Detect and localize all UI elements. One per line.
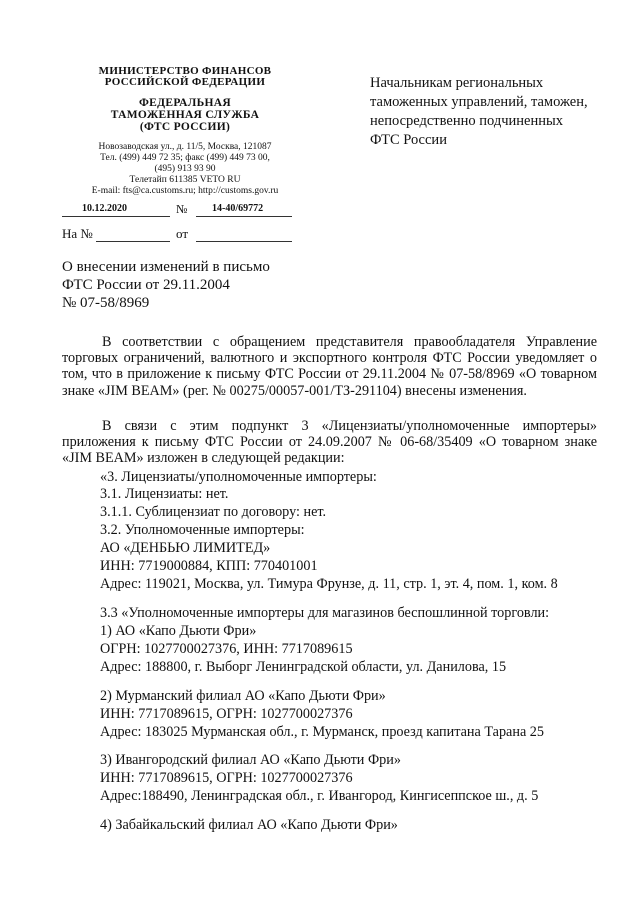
date-underline [62, 216, 170, 217]
service-name-line-3: (ФТС РОССИИ) [139, 121, 231, 133]
duty-free-item-1: 1) АО «Капо Дьюти Фри» [100, 623, 257, 639]
letterhead-phone-2: (495) 913 93 90 [154, 164, 216, 174]
document-number: 14-40/69772 [212, 203, 264, 214]
duty-free-item-2: 2) Мурманский филиал АО «Капо Дьюти Фри» [100, 688, 386, 704]
document-date: 10.12.2020 [82, 203, 127, 214]
duty-free-item-3: 3) Ивангородский филиал АО «Капо Дьюти Фри» [100, 752, 401, 768]
number-label: № [176, 202, 188, 216]
service-name-line-1: ФЕДЕРАЛЬНАЯ [138, 97, 231, 109]
ministry-name-line-2: РОССИЙСКОЙ ФЕДЕРАЦИИ [104, 76, 266, 88]
paragraph-1: В соответствии с обращением представителя правообладателя Управление торговых ограничений, валютного и экспортного контроля ФТС России уведомляет о том, что в приложение к письму ФТС России от 29.11.2004 № 07-58/8969 «О товарном знаке «JIM BEAM» (рег. № 00275/00057-001/ТЗ-291104) внесены изменения. [62, 334, 597, 399]
duty-free-item-1-ids: ОГРН: 1027700027376, ИНН: 7717089615 [100, 641, 353, 657]
addressee: Начальникам региональных таможенных управлений, таможен, непосредственно подчиненных ФТС России [370, 75, 588, 148]
duty-free-heading: 3.3 «Уполномоченные импортеры для магазинов беспошлинной торговли: [100, 605, 550, 621]
service-name-line-2: ТАМОЖЕННАЯ СЛУЖБА [110, 109, 260, 121]
reference-label: На № [62, 226, 93, 241]
reference-underline [96, 241, 170, 242]
letterhead-email: E-mail: fts@ca.customs.ru; http://customs.gov.ru [91, 186, 279, 196]
duty-free-item-3-address: Адрес:188490, Ленинградская обл., г. Ивангород, Кингисеппское ш., д. 5 [100, 788, 539, 804]
duty-free-item-3-ids: ИНН: 7717089615, ОГРН: 1027700027376 [100, 770, 353, 786]
letterhead-phone: Тел. (499) 449 72 35; факс (499) 449 73 00, [100, 153, 270, 163]
ministry-name-line-1: МИНИСТЕРСТВО ФИНАНСОВ [98, 65, 272, 77]
paragraph-2: В связи с этим подпункт 3 «Лицензиаты/уполномоченные импортеры» приложения к письму ФТС России от 24.09.2007 № 06-68/35409 «О товарном знаке «JIM BEAM» изложен в следующей редакции: [62, 418, 597, 467]
letterhead-address: Новозаводская ул., д. 11/5, Москва, 121087 [98, 142, 272, 152]
quote-line-3: 3.1.1. Сублицензиат по договору: нет. [100, 504, 327, 520]
importer-name: АО «ДЕНБЬЮ ЛИМИТЕД» [100, 540, 271, 556]
quote-line-2: 3.1. Лицензиаты: нет. [100, 486, 229, 502]
number-underline [196, 216, 292, 217]
duty-free-item-4: 4) Забайкальский филиал АО «Капо Дьюти Фри» [100, 817, 398, 833]
duty-free-item-1-address: Адрес: 188800, г. Выборг Ленинградской области, ул. Данилова, 15 [100, 659, 507, 675]
importer-address: Адрес: 119021, Москва, ул. Тимура Фрунзе, д. 11, стр. 1, эт. 4, пом. 1, ком. 8 [100, 576, 558, 592]
importer-tax-ids: ИНН: 7719000884, КПП: 770401001 [100, 558, 318, 574]
subject-line-2: ФТС России от 29.11.2004 [62, 277, 230, 293]
from-underline [196, 241, 292, 242]
subject-line-3: № 07-58/8969 [62, 295, 150, 311]
letterhead-teletype: Телетайп 611385 VETO RU [129, 175, 241, 185]
subject-line-1: О внесении изменений в письмо [62, 259, 270, 275]
quote-line-4: 3.2. Уполномоченные импортеры: [100, 522, 305, 538]
duty-free-item-2-ids: ИНН: 7717089615, ОГРН: 1027700027376 [100, 706, 353, 722]
quote-line-1: «3. Лицензиаты/уполномоченные импортеры: [100, 469, 377, 485]
duty-free-item-2-address: Адрес: 183025 Мурманская обл., г. Мурманск, проезд капитана Тарана 25 [100, 724, 544, 740]
from-label: от [176, 226, 189, 241]
